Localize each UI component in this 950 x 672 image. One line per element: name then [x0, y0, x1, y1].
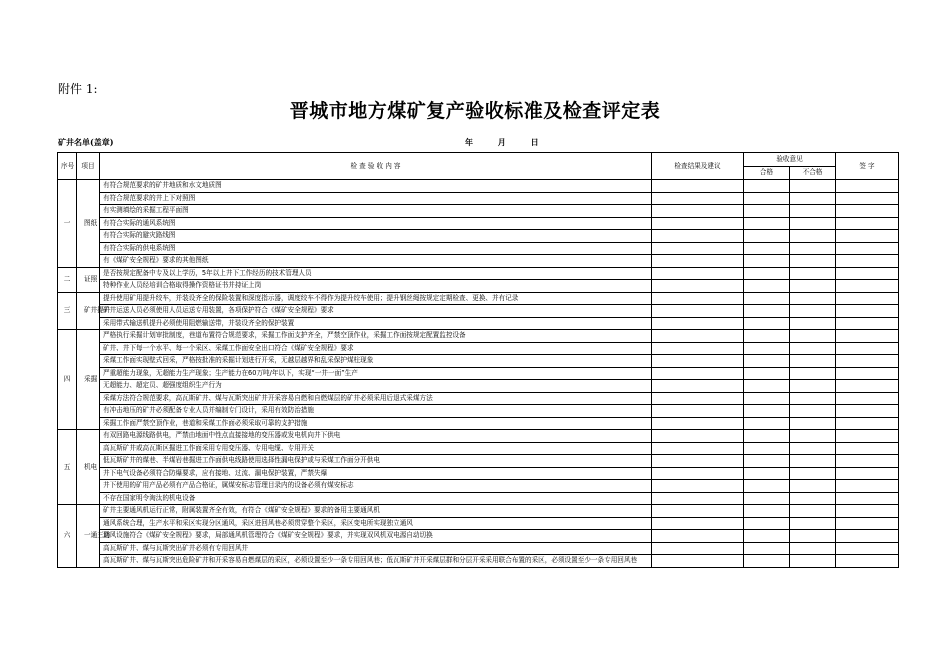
- pass-cell[interactable]: [744, 355, 790, 368]
- sign-cell[interactable]: [836, 467, 899, 480]
- pass-cell[interactable]: [744, 205, 790, 218]
- pass-cell[interactable]: [744, 292, 790, 305]
- fail-cell[interactable]: [790, 442, 836, 455]
- table-row: [58, 542, 899, 555]
- fail-cell[interactable]: [790, 255, 836, 268]
- header-seq: 序号: [58, 153, 77, 180]
- sign-cell[interactable]: [836, 442, 899, 455]
- sign-cell[interactable]: [836, 455, 899, 468]
- sign-cell[interactable]: [836, 417, 899, 430]
- sign-cell[interactable]: [836, 230, 899, 243]
- result-cell[interactable]: [652, 367, 744, 380]
- check-content: 不存在国家明令淘汰的机电设备: [100, 492, 652, 505]
- table-row: [58, 230, 899, 243]
- fail-cell[interactable]: [790, 305, 836, 318]
- sign-cell[interactable]: [836, 267, 899, 280]
- check-content: 采掘工作面严禁空顶作业，巷道和采煤工作面必须采取可靠的支护措施: [100, 417, 652, 430]
- pass-cell[interactable]: [744, 367, 790, 380]
- fail-cell[interactable]: [790, 280, 836, 293]
- sign-cell[interactable]: [836, 217, 899, 230]
- sign-cell[interactable]: [836, 192, 899, 205]
- result-cell[interactable]: [652, 442, 744, 455]
- result-cell[interactable]: [652, 517, 744, 530]
- table-row: [58, 480, 899, 493]
- fail-cell[interactable]: [790, 555, 836, 568]
- fail-cell[interactable]: [790, 317, 836, 330]
- pass-cell[interactable]: [744, 392, 790, 405]
- pass-cell[interactable]: [744, 267, 790, 280]
- section-seq: 一: [58, 180, 77, 268]
- check-content: 有《煤矿安全规程》要求的其他图纸: [100, 255, 652, 268]
- check-content: 有符合规范要求的井上下对照图: [100, 192, 652, 205]
- table-row: [58, 180, 899, 193]
- pass-cell[interactable]: [744, 555, 790, 568]
- table-row: [58, 355, 899, 368]
- table-row: [58, 280, 899, 293]
- result-cell[interactable]: [652, 230, 744, 243]
- sign-cell[interactable]: [836, 242, 899, 255]
- pass-cell[interactable]: [744, 342, 790, 355]
- pass-cell[interactable]: [744, 217, 790, 230]
- result-cell[interactable]: [652, 342, 744, 355]
- table-row: [58, 330, 899, 343]
- pass-cell[interactable]: [744, 180, 790, 193]
- check-content: 高瓦斯矿井、煤与瓦斯突出危险矿井和开采容易自燃煤层的采区，必须设置至少一条专用回风巷；低瓦斯矿井开采煤层群和分层开采采用联合布置的采区，必须设置至少一条专用回风巷: [100, 555, 652, 568]
- result-cell[interactable]: [652, 217, 744, 230]
- pass-cell[interactable]: [744, 242, 790, 255]
- check-content: 采用带式输送机提升必须使用阻燃输送带，并装设齐全的保护装置: [100, 317, 652, 330]
- fail-cell[interactable]: [790, 267, 836, 280]
- result-cell[interactable]: [652, 467, 744, 480]
- result-cell[interactable]: [652, 317, 744, 330]
- table-row: [58, 342, 899, 355]
- sign-cell[interactable]: [836, 180, 899, 193]
- fail-cell[interactable]: [790, 505, 836, 518]
- result-cell[interactable]: [652, 542, 744, 555]
- check-content: 低瓦斯矿井的煤巷、半煤岩巷掘进工作面供电线路使用选择性漏电保护或与采煤工作面分开供电: [100, 455, 652, 468]
- fail-cell[interactable]: [790, 517, 836, 530]
- header-pass: 合格: [744, 166, 790, 180]
- sign-cell[interactable]: [836, 530, 899, 543]
- check-content: 采煤工作面实现壁式回采，严格按批准的采掘计划进行开采，无越层越界和乱采保护煤柱现象: [100, 355, 652, 368]
- check-content: 特种作业人员经培训合格取得操作资格证书并持证上岗: [100, 280, 652, 293]
- result-cell[interactable]: [652, 480, 744, 493]
- section-seq: 二: [58, 267, 77, 292]
- section-seq: 六: [58, 505, 77, 568]
- section-item: 证照: [77, 267, 100, 292]
- pass-cell[interactable]: [744, 230, 790, 243]
- fail-cell[interactable]: [790, 367, 836, 380]
- pass-cell[interactable]: [744, 455, 790, 468]
- check-content: 有双回路电源线路供电，严禁由地面中性点直接接地的变压器或发电机向井下供电: [100, 430, 652, 443]
- table-row: [58, 317, 899, 330]
- sign-cell[interactable]: [836, 480, 899, 493]
- section-seq: 三: [58, 292, 77, 330]
- result-cell[interactable]: [652, 417, 744, 430]
- pass-cell[interactable]: [744, 192, 790, 205]
- header-item: 项目: [77, 153, 100, 180]
- result-cell[interactable]: [652, 280, 744, 293]
- fail-cell[interactable]: [790, 380, 836, 393]
- sign-cell[interactable]: [836, 280, 899, 293]
- pass-cell[interactable]: [744, 430, 790, 443]
- header-content: 检 查 验 收 内 容: [100, 153, 652, 180]
- sign-cell[interactable]: [836, 380, 899, 393]
- result-cell[interactable]: [652, 492, 744, 505]
- pass-cell[interactable]: [744, 542, 790, 555]
- table-row: [58, 217, 899, 230]
- fail-cell[interactable]: [790, 180, 836, 193]
- table-row: [58, 442, 899, 455]
- table-body: [58, 180, 899, 568]
- check-content: 有冲击地压的矿井必须配备专业人员并编制专门设计，采用有效防治措施: [100, 405, 652, 418]
- fail-cell[interactable]: [790, 330, 836, 343]
- section-item: 矿井提升: [77, 292, 100, 330]
- fail-cell[interactable]: [790, 205, 836, 218]
- check-content: 有实测填绘的采掘工程平面图: [100, 205, 652, 218]
- sign-cell[interactable]: [836, 305, 899, 318]
- sign-cell[interactable]: [836, 542, 899, 555]
- result-cell[interactable]: [652, 505, 744, 518]
- fail-cell[interactable]: [790, 355, 836, 368]
- result-cell[interactable]: [652, 305, 744, 318]
- table-row: [58, 367, 899, 380]
- check-content: 高瓦斯矿井、煤与瓦斯突出矿井必须有专用回风井: [100, 542, 652, 555]
- section-item: 图纸: [77, 180, 100, 268]
- table-row: [58, 555, 899, 568]
- table-row: [58, 455, 899, 468]
- pass-cell[interactable]: [744, 405, 790, 418]
- section-seq: 四: [58, 330, 77, 430]
- result-cell[interactable]: [652, 192, 744, 205]
- fail-cell[interactable]: [790, 292, 836, 305]
- sign-cell[interactable]: [836, 317, 899, 330]
- check-content: 有符合规范要求的矿井地质和水文地质图: [100, 180, 652, 193]
- table-row: [58, 467, 899, 480]
- result-cell[interactable]: [652, 180, 744, 193]
- result-cell[interactable]: [652, 405, 744, 418]
- result-cell[interactable]: [652, 205, 744, 218]
- section-item: 采掘: [77, 330, 100, 430]
- pass-cell[interactable]: [744, 380, 790, 393]
- pass-cell[interactable]: [744, 492, 790, 505]
- fail-cell[interactable]: [790, 467, 836, 480]
- table-row: [58, 417, 899, 430]
- pass-cell[interactable]: [744, 467, 790, 480]
- sign-cell[interactable]: [836, 330, 899, 343]
- check-content: 通风系统合理，生产水平和采区实现分区通风，采区进回风巷必须贯穿整个采区，采区变电所实现独立通风: [100, 517, 652, 530]
- pass-cell[interactable]: [744, 317, 790, 330]
- check-content: 是否按规定配备中专及以上学历，5年以上井下工作经历的技术管理人员: [100, 267, 652, 280]
- fail-cell[interactable]: [790, 217, 836, 230]
- pass-cell[interactable]: [744, 417, 790, 430]
- check-content: 有符合实际的避灾路线图: [100, 230, 652, 243]
- check-content: 井下电气设备必须符合防爆要求，应有接地、过流、漏电保护装置，严禁失爆: [100, 467, 652, 480]
- result-cell[interactable]: [652, 530, 744, 543]
- table-row: [58, 405, 899, 418]
- sign-cell[interactable]: [836, 555, 899, 568]
- section-seq: 五: [58, 430, 77, 505]
- fail-cell[interactable]: [790, 242, 836, 255]
- mine-name-label: 矿井名单(盖章): [58, 137, 114, 147]
- check-content: 高瓦斯矿井或高瓦斯区掘进工作面采用专用变压器、专用电缆、专用开关: [100, 442, 652, 455]
- sign-cell[interactable]: [836, 505, 899, 518]
- table-row: [58, 492, 899, 505]
- inspection-table: [57, 152, 899, 568]
- fail-cell[interactable]: [790, 392, 836, 405]
- page-title: 晋城市地方煤矿复产验收标准及检查评定表: [289, 100, 661, 122]
- result-cell[interactable]: [652, 292, 744, 305]
- result-cell[interactable]: [652, 555, 744, 568]
- attachment-label: 附件 1:: [58, 82, 98, 96]
- fail-cell[interactable]: [790, 342, 836, 355]
- fail-cell[interactable]: [790, 480, 836, 493]
- check-content: 井下使用的矿用产品必须有产品合格证，属煤安标志管理目录内的设备必须有煤安标志: [100, 480, 652, 493]
- check-content: 无超能力、超定员、超强度组织生产行为: [100, 380, 652, 393]
- pass-cell[interactable]: [744, 517, 790, 530]
- pass-cell[interactable]: [744, 442, 790, 455]
- pass-cell[interactable]: [744, 305, 790, 318]
- fail-cell[interactable]: [790, 455, 836, 468]
- table-row: [58, 517, 899, 530]
- check-content: 有符合实际的供电系统图: [100, 242, 652, 255]
- date-label: 年 月 日: [465, 137, 539, 147]
- check-content: 采煤方法符合规范要求，高瓦斯矿井、煤与瓦斯突出矿井开采容易自燃和自燃煤层的矿井必须采用后退式采煤方法: [100, 392, 652, 405]
- result-cell[interactable]: [652, 242, 744, 255]
- table-row: [58, 305, 899, 318]
- sign-cell[interactable]: [836, 355, 899, 368]
- result-cell[interactable]: [652, 455, 744, 468]
- fail-cell[interactable]: [790, 430, 836, 443]
- pass-cell[interactable]: [744, 330, 790, 343]
- table-row: [58, 205, 899, 218]
- sign-cell[interactable]: [836, 392, 899, 405]
- pass-cell[interactable]: [744, 280, 790, 293]
- fail-cell[interactable]: [790, 405, 836, 418]
- table-row: [58, 292, 899, 305]
- check-content: 矿井主要通风机运行正常，附属装置齐全有效，有符合《煤矿安全规程》要求的备用主要通风机: [100, 505, 652, 518]
- check-content: 通风设施符合《煤矿安全规程》要求，局部通风机管理符合《煤矿安全规程》要求，并实现双风机双电源自动切换: [100, 530, 652, 543]
- pass-cell[interactable]: [744, 480, 790, 493]
- fail-cell[interactable]: [790, 530, 836, 543]
- table-row: [58, 530, 899, 543]
- check-content: 严重超能力现象，无超能力生产现象；生产能力在60万吨/年以下，实现“一井一面”生产: [100, 367, 652, 380]
- sign-cell[interactable]: [836, 342, 899, 355]
- sign-cell[interactable]: [836, 430, 899, 443]
- table-row: [58, 392, 899, 405]
- table-row: [58, 255, 899, 268]
- sign-cell[interactable]: [836, 367, 899, 380]
- check-content: 严格执行采掘计划审批制度，巷道布置符合规范要求，采掘工作面支护齐全，严禁空顶作业，采掘工作面按规定配置监控设备: [100, 330, 652, 343]
- fail-cell[interactable]: [790, 192, 836, 205]
- pass-cell[interactable]: [744, 530, 790, 543]
- check-content: 有符合实际的通风系统图: [100, 217, 652, 230]
- pass-cell[interactable]: [744, 255, 790, 268]
- result-cell[interactable]: [652, 430, 744, 443]
- sign-cell[interactable]: [836, 292, 899, 305]
- header-sign: 签 字: [836, 153, 899, 180]
- table-row: [58, 430, 899, 443]
- fail-cell[interactable]: [790, 492, 836, 505]
- table-row: [58, 505, 899, 518]
- section-item: 机电: [77, 430, 100, 505]
- sign-cell[interactable]: [836, 492, 899, 505]
- table-row: [58, 267, 899, 280]
- result-cell[interactable]: [652, 392, 744, 405]
- result-cell[interactable]: [652, 380, 744, 393]
- sign-cell[interactable]: [836, 405, 899, 418]
- table-row: [58, 242, 899, 255]
- header-fail: 不合格: [790, 166, 836, 180]
- result-cell[interactable]: [652, 267, 744, 280]
- table-row: [58, 380, 899, 393]
- section-item: 一通三防: [77, 505, 100, 568]
- result-cell[interactable]: [652, 255, 744, 268]
- sign-cell[interactable]: [836, 517, 899, 530]
- fail-cell[interactable]: [790, 417, 836, 430]
- sign-cell[interactable]: [836, 255, 899, 268]
- table-row: [58, 192, 899, 205]
- result-cell[interactable]: [652, 330, 744, 343]
- fail-cell[interactable]: [790, 230, 836, 243]
- check-content: 矿井运送人员必须使用人员运送专用装置，各项保护符合《煤矿安全规程》要求: [100, 305, 652, 318]
- header-result: 检查结果及建议: [652, 153, 744, 180]
- pass-cell[interactable]: [744, 505, 790, 518]
- fail-cell[interactable]: [790, 542, 836, 555]
- check-content: 矿井、井下每一个水平、每一个采区、采煤工作面安全出口符合《煤矿安全规程》要求: [100, 342, 652, 355]
- header-opinion: 验收意见: [744, 153, 836, 167]
- result-cell[interactable]: [652, 355, 744, 368]
- check-content: 提升使用矿用提升绞车，并装设齐全的保险装置和深度指示器，调度绞车不得作为提升绞车使用；提升钢丝绳按规定定期检查、更换、并有记录: [100, 292, 652, 305]
- sign-cell[interactable]: [836, 205, 899, 218]
